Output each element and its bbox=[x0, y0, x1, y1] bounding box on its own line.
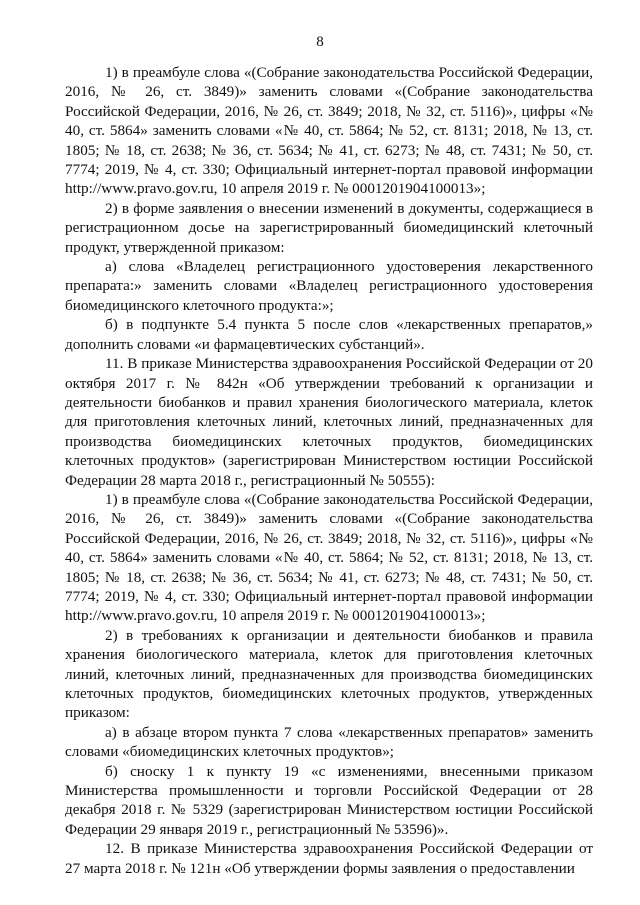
paragraph-amendment-preamble: 1) в преамбуле слова «(Собрание законодательства Российской Федерации, 2016, № 26, ст. 3849)» заменить словами «(Собрание законодательства Российской Федерации, 2016, № 26, ст. 3849; 2018, № 32, ст. 5116)», цифры «№ 40, ст. 5864» заменить словами «№ 40, ст. 5864; № 52, ст. 8131; 2018, № 13, ст. 1805; № 18, ст. 2638; № 36, ст. 5634; № 41, ст. 6273; № 48, ст. 7431; № 50, ст. 7774; 2019, № 4, ст. 330; Официальный интернет-портал правовой информации http://www.pravo.gov.ru, 10 апреля 2019 г. № 0001201904100013»; bbox=[65, 64, 593, 198]
paragraph-item-11: 11. В приказе Министерства здравоохранения Российской Федерации от 20 октября 2017 г. № 842н «Об утверждении требований к организации и деятельности биобанков и правил хранения биологического материала, клеток для приготовления клеточных линий, клеточных линий, предназначенных для производства биомедицинских клеточных продуктов, биомедицинских клеточных продуктов» (зарегистрирован Министерством юстиции Российской Федерации 28 марта 2018 г., регистрационный № 50555): bbox=[65, 355, 593, 489]
paragraph-subitem-b: б) в подпункте 5.4 пункта 5 после слов «лекарственных препаратов,» дополнить словами «и фармацевтических субстанций». bbox=[65, 316, 593, 353]
paragraph-subitem-a: а) слова «Владелец регистрационного удостоверения лекарственного препарата:» заменить словами «Владелец регистрационного удостоверения биомедицинского клеточного продукта:»; bbox=[65, 258, 593, 314]
paragraph-item-11-subitem-b: б) сноску 1 к пункту 19 «с изменениями, внесенными приказом Министерства промышленности и торговли Российской Федерации от 28 декабря 2018 г. № 5329 (зарегистрирован Министерством юстиции Российской Федерации 29 января 2019 г., регистрационный № 53596)». bbox=[65, 762, 593, 838]
document-body bbox=[65, 63, 593, 878]
paragraph-item-11-requirements: 2) в требованиях к организации и деятельности биобанков и правила хранения биологического материала, клеток для приготовления клеточных линий, клеточных линий, предназначенных для производства биомедицинских клеточных продуктов, биомедицинских клеточных продуктов, утвержденных приказом: bbox=[65, 626, 593, 722]
paragraph-item-11-subitem-a: а) в абзаце втором пункта 7 слова «лекарственных препаратов» заменить словами «биомедицинских клеточных продуктов»; bbox=[65, 723, 593, 761]
page-number: 8 bbox=[316, 34, 324, 50]
paragraph-item-11-preamble: 1) в преамбуле слова «(Собрание законодательства Российской Федерации, 2016, № 26, ст. 3849)» заменить словами «(Собрание законодательства Российской Федерации, 2016, № 26, ст. 3849; 2018, № 32, ст. 5116)», цифры «№ 40, ст. 5864» заменить словами «№ 40, ст. 5864; № 52, ст. 8131; 2018, № 13, ст. 1805; № 18, ст. 2638; № 36, ст. 5634; № 41, ст. 6273; № 48, ст. 7431; № 50, ст. 7774; 2019, № 4, ст. 330; Официальный интернет-портал правовой информации http://www.pravo.gov.ru, 10 апреля 2019 г. № 0001201904100013»; bbox=[65, 490, 593, 625]
paragraph-amendment-form: 2) в форме заявления о внесении изменений в документы, содержащиеся в регистрационном досье на зарегистрированный биомедицинский клеточный продукт, утвержденной приказом: bbox=[65, 199, 593, 256]
paragraph-item-12: 12. В приказе Министерства здравоохранения Российской Федерации от 27 марта 2018 г. № 121н «Об утверждении формы заявления о предоставлении bbox=[65, 840, 593, 877]
